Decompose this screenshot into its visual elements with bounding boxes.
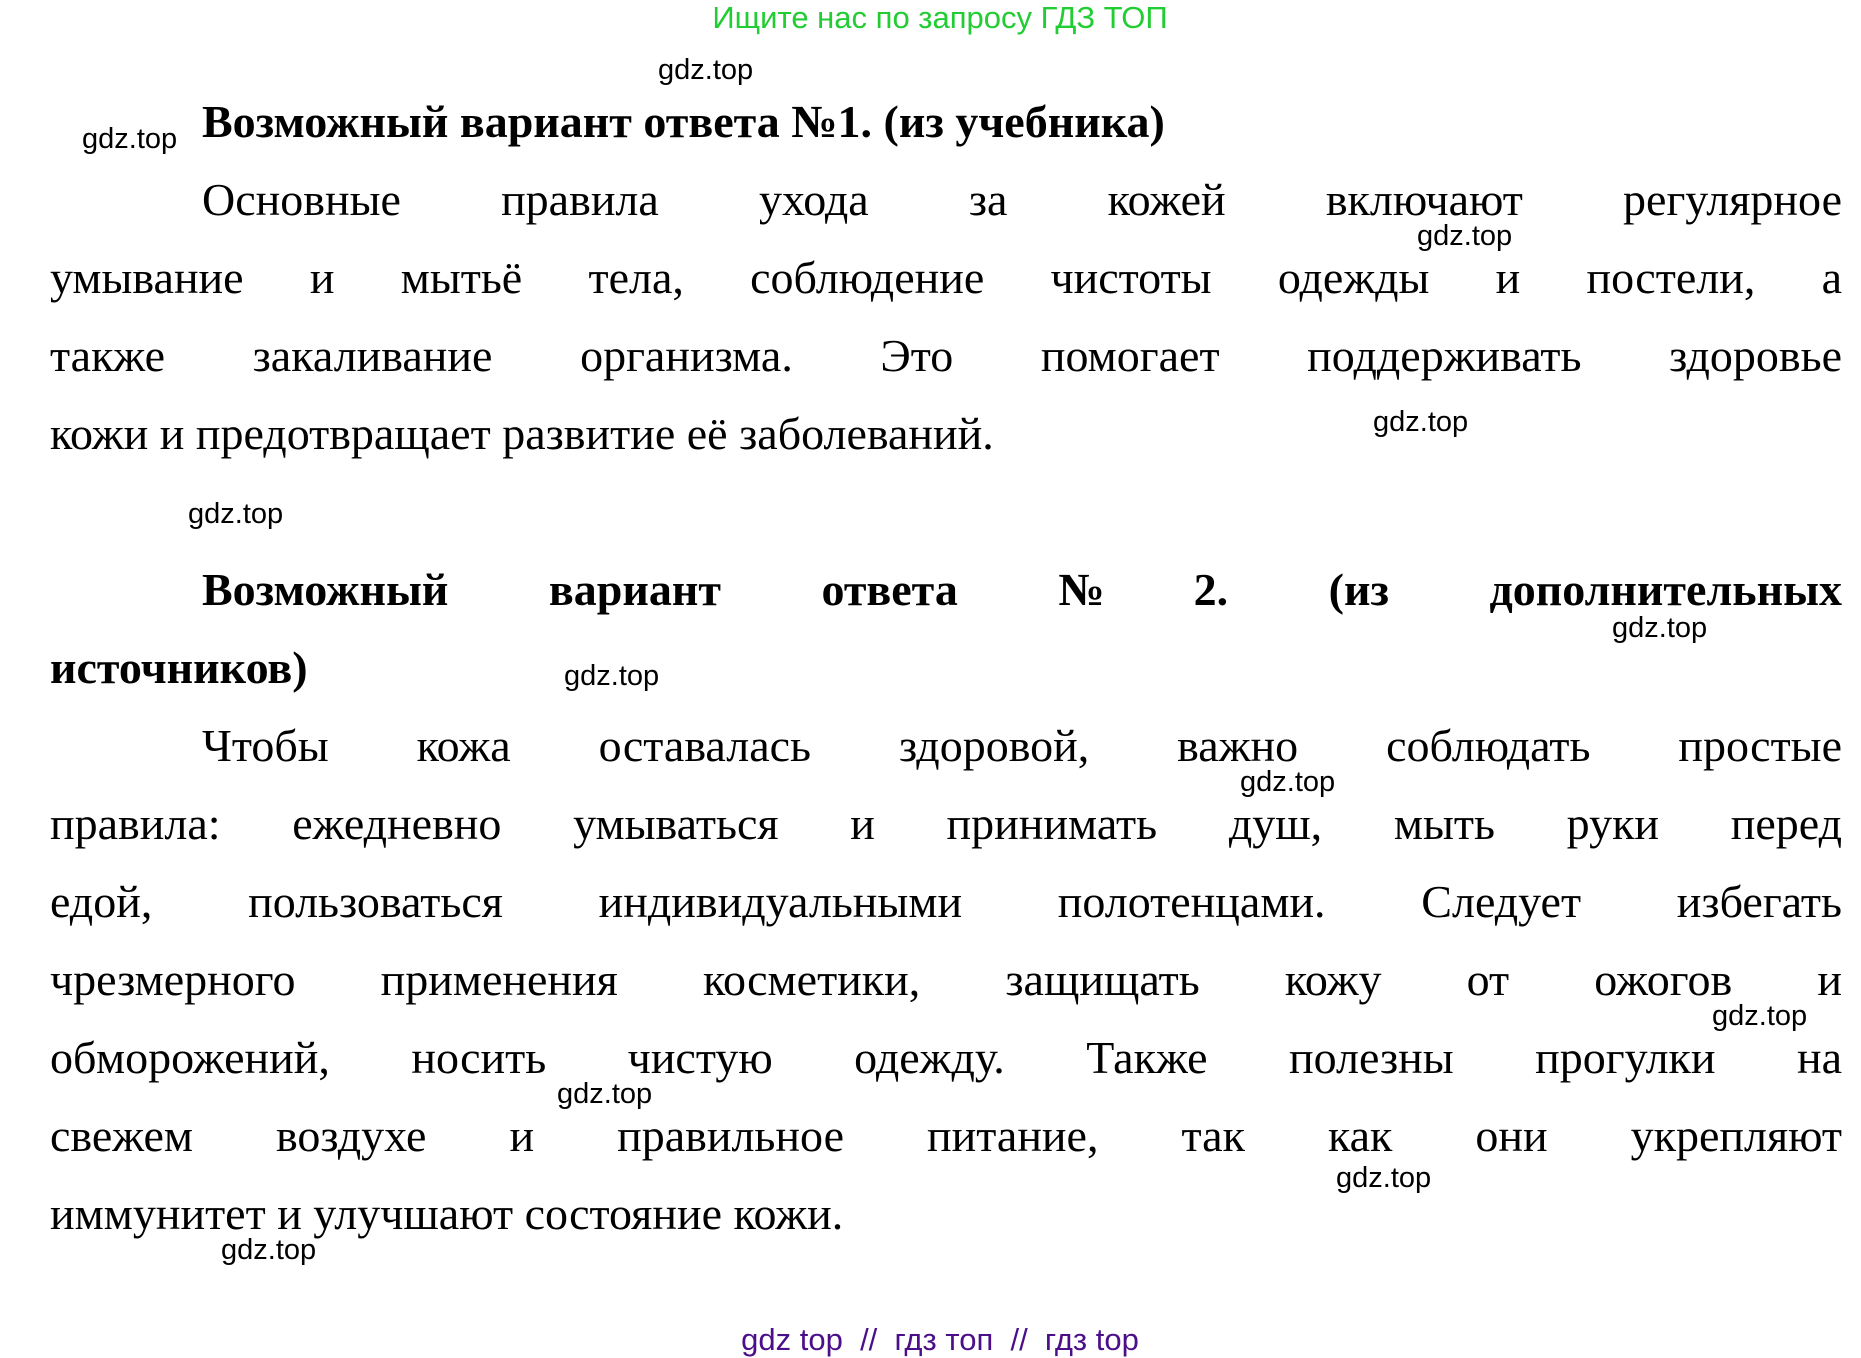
answer2-line: обморожений, носить чистую одежду. Также полезны прогулки на bbox=[50, 1032, 1842, 1083]
watermark: gdz.top bbox=[1240, 766, 1336, 798]
watermark: gdz.top bbox=[82, 123, 178, 155]
watermark: gdz.top bbox=[1612, 612, 1708, 644]
answer1-line: также закаливание организма. Это помогает поддерживать здоровье bbox=[50, 330, 1842, 381]
answer1-heading: Возможный вариант ответа №1. (из учебника) bbox=[202, 96, 1165, 147]
answer2-line: едой, пользоваться индивидуальными полотенцами. Следует избегать bbox=[50, 876, 1842, 927]
watermark: gdz.top bbox=[188, 498, 284, 530]
watermark: gdz.top bbox=[658, 54, 754, 86]
watermark: gdz.top bbox=[1336, 1162, 1432, 1194]
answer1-line: кожи и предотвращает развитие её заболеваний. bbox=[50, 408, 994, 459]
watermark: gdz.top bbox=[1712, 1000, 1808, 1032]
answer2-heading: источников) bbox=[50, 642, 308, 693]
answer2-line: свежем воздухе и правильное питание, так как они укрепляют bbox=[50, 1110, 1842, 1161]
search-banner: Ищите нас по запросу ГДЗ ТОП bbox=[712, 0, 1168, 35]
answer2-line: иммунитет и улучшают состояние кожи. bbox=[50, 1188, 844, 1239]
watermark: gdz.top bbox=[557, 1078, 653, 1110]
footer-links: gdz top // гдз топ // гдз top bbox=[741, 1322, 1139, 1357]
watermark: gdz.top bbox=[564, 660, 660, 692]
answer1-line: Основные правила ухода за кожей включают регулярное bbox=[202, 174, 1842, 225]
answer2-heading: Возможный вариант ответа №2. (из дополнительных bbox=[202, 564, 1842, 615]
answer2-line: чрезмерного применения косметики, защищать кожу от ожогов и bbox=[50, 954, 1842, 1005]
answer1-line: умывание и мытьё тела, соблюдение чистоты одежды и постели, а bbox=[50, 252, 1842, 303]
answer2-line: Чтобы кожа оставалась здоровой, важно соблюдать простые bbox=[202, 720, 1842, 771]
watermark: gdz.top bbox=[1373, 406, 1469, 438]
watermark: gdz.top bbox=[221, 1234, 317, 1266]
watermark: gdz.top bbox=[1417, 220, 1513, 252]
answer2-line: правила: ежедневно умываться и принимать душ, мыть руки перед bbox=[50, 798, 1842, 849]
